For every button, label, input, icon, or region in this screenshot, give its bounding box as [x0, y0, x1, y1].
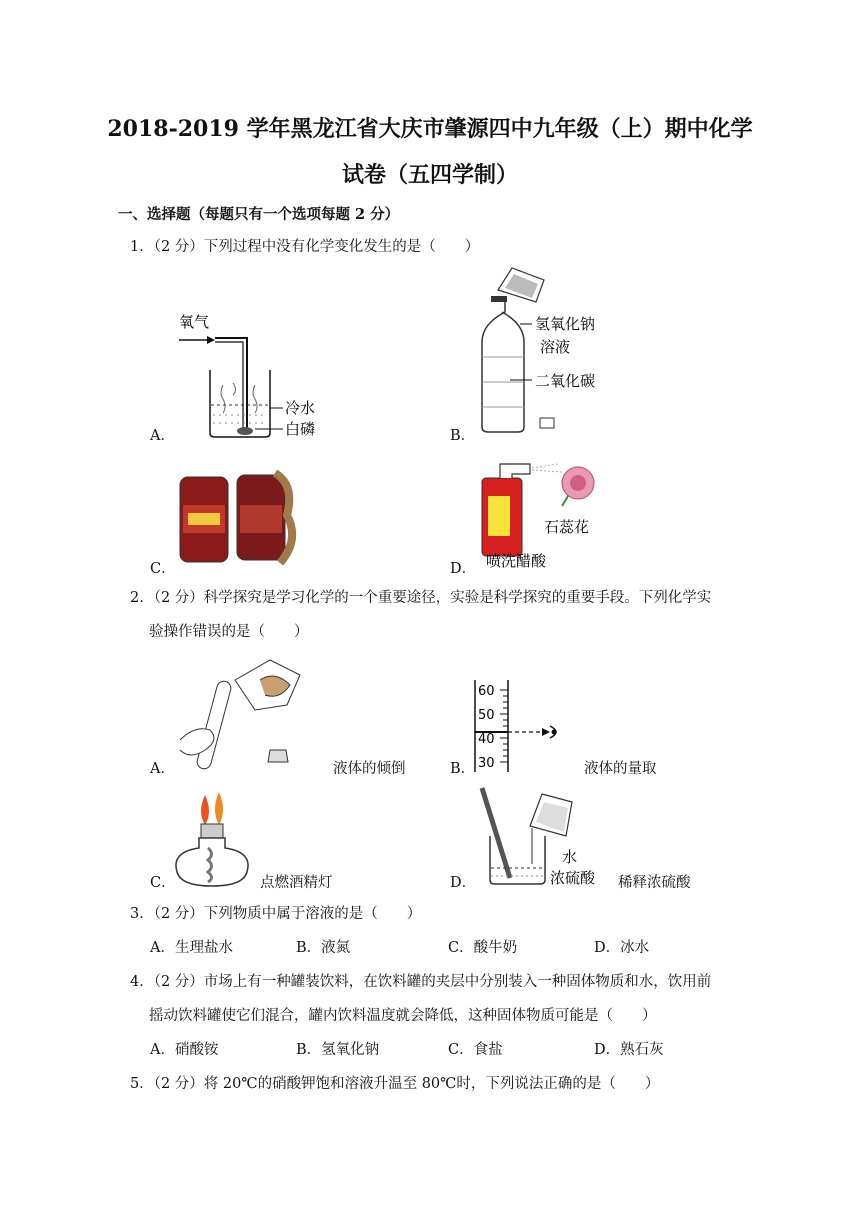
tick-40: 40 — [478, 732, 495, 747]
flower-label: 石蕊花 — [544, 518, 590, 536]
oxygen-label: 氧气 — [179, 313, 210, 331]
q2-figure-a — [175, 650, 325, 775]
q1-figure-a — [175, 305, 325, 440]
bottle-cap-icon — [540, 418, 554, 428]
tick-50: 50 — [478, 708, 495, 723]
oxygen-arrow-head — [207, 336, 215, 344]
naoh-label-2: 溶液 — [540, 338, 571, 356]
spray-label: 喷洗醋酸 — [486, 552, 547, 570]
flame-icon-left — [201, 795, 209, 825]
tick-60: 60 — [478, 684, 495, 699]
q1-stem: 1．（2 分）下列过程中没有化学变化发生的是（ ） — [130, 239, 480, 255]
q1-figure-d — [470, 448, 620, 570]
q2-caption-b: 液体的量取 — [584, 761, 657, 777]
q2-option-d: D． — [450, 875, 477, 891]
q5-stem: 5．（2 分）将 20℃的硝酸钾饱和溶液升温至 80℃时，下列说法正确的是（ ） — [130, 1076, 660, 1092]
white-phosphorus-label: 白磷 — [285, 420, 316, 438]
q2-caption-a: 液体的倾倒 — [333, 761, 406, 777]
q4-stem-line2: 摇动饮料罐使它们混合，罐内饮料温度就会降低，这种固体物质可能是（ ） — [149, 1008, 657, 1024]
q2-stem-line1: 2．（2 分）科学探究是学习化学的一个重要途径，实验是科学探究的重要手段。下列化学实 — [130, 590, 712, 606]
test-tube-icon — [196, 680, 233, 771]
q3-option-b: B．液氮 — [296, 940, 351, 956]
co2-label: 二氧化碳 — [535, 372, 596, 390]
q1-option-d: D． — [450, 561, 477, 577]
delivery-tube — [215, 338, 247, 430]
q4-stem-line1: 4．（2 分）市场上有一种罐装饮料，在饮料罐的夹层中分别装入一种固体物质和水，饮用前 — [130, 974, 712, 990]
q4-option-a: A．硝酸铵 — [150, 1042, 219, 1058]
q4-option-b: B．氢氧化钠 — [296, 1042, 380, 1058]
exam-title-line2: 试卷（五四学制） — [341, 162, 518, 188]
q1-option-b: B． — [450, 428, 476, 444]
white-phosphorus — [237, 427, 253, 435]
water-label: 水 — [562, 848, 578, 866]
exam-title-line1: 2018-2019 学年黑龙江省大庆市肇源四中九年级（上）期中化学 — [107, 116, 753, 142]
acid-label: 浓硫酸 — [550, 869, 596, 887]
q2-figure-d — [470, 786, 605, 888]
q4-option-c: C．食盐 — [448, 1042, 503, 1058]
lamp-wick-holder — [201, 824, 223, 838]
q2-option-c: C． — [150, 875, 176, 891]
q2-option-a: A． — [150, 761, 175, 777]
section-heading: 一、选择题（每题只有一个选项每题 2 分） — [118, 206, 400, 223]
q3-option-c: C．酸牛奶 — [448, 940, 518, 956]
q2-caption-c: 点燃酒精灯 — [260, 875, 333, 891]
glass-rod-icon — [482, 788, 510, 878]
stopper-icon — [268, 750, 288, 762]
plastic-bottle — [482, 300, 524, 432]
cold-water-label: 冷水 — [285, 399, 316, 417]
naoh-label-1: 氢氧化钠 — [535, 315, 596, 333]
q2-option-b: B． — [450, 761, 476, 777]
q1-figure-c — [175, 465, 305, 565]
q1-option-a: A． — [150, 428, 175, 444]
q3-stem: 3．（2 分）下列物质中属于溶液的是（ ） — [130, 906, 422, 922]
beaker — [210, 370, 270, 437]
q3-option-d: D．冰水 — [594, 940, 650, 956]
q4-option-d: D．熟石灰 — [594, 1042, 664, 1058]
bottle-mouth — [491, 296, 507, 302]
q2-figure-c — [175, 790, 260, 890]
tick-30: 30 — [478, 756, 495, 771]
q2-caption-d: 稀释浓硫酸 — [618, 875, 691, 891]
q3-option-a: A．生理盐水 — [150, 940, 233, 956]
q2-figure-b — [470, 676, 580, 774]
q1-figure-b — [470, 262, 620, 437]
q1-option-c: C． — [150, 561, 176, 577]
q2-stem-line2: 验操作错误的是（ ） — [149, 624, 309, 640]
flame-icon-right — [215, 792, 223, 825]
